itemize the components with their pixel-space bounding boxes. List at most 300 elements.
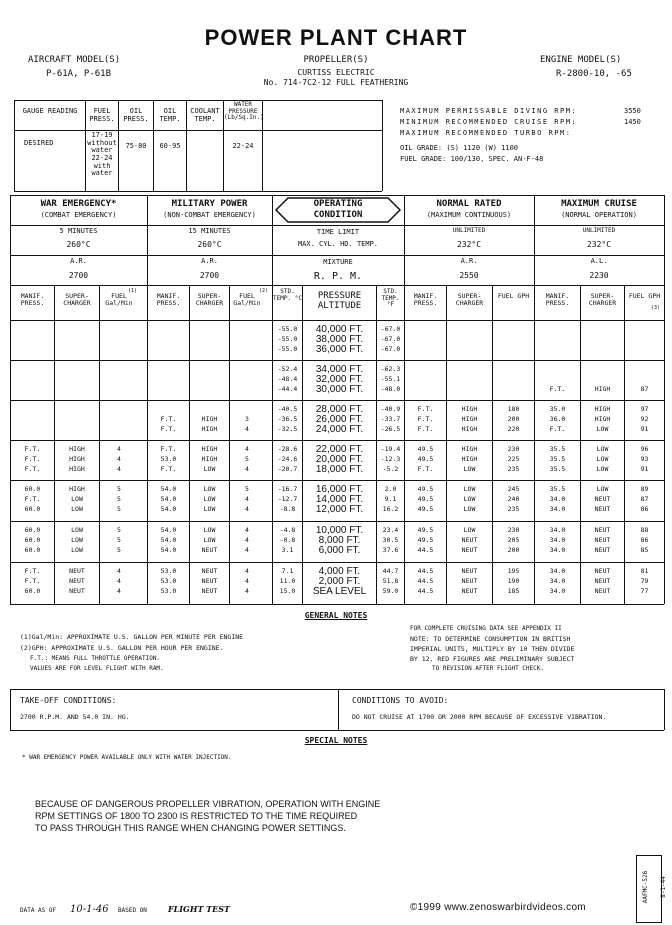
norm-cell: NEUT — [461, 546, 478, 554]
note-british-2: IMPERIAL UNITS, MULTIPLY BY 10 THEN DIVIDE — [410, 645, 575, 653]
engine-value: R-2800-10, -65 — [556, 69, 632, 79]
cruise-cell: 93 — [640, 455, 649, 463]
pressure-altitude-cell: 12,000 FT. — [315, 504, 364, 515]
war-emergency-title: WAR EMERGENCY* — [40, 199, 117, 209]
norm-cell: NEUT — [461, 567, 478, 575]
mil-manif-header: MANIF. PRESS. — [156, 292, 181, 308]
cruise-cell: LOW — [596, 445, 609, 453]
cruise-mixture: A.L. — [590, 257, 608, 265]
norm-cell: 230 — [507, 445, 520, 453]
norm-fuel-header: FUEL GPH — [497, 292, 530, 300]
norm-cell: 180 — [507, 405, 520, 413]
cruise-cell: 34.0 — [549, 536, 566, 544]
takeoff-text: 2700 R.P.M. AND 54.0 IN. HG. — [20, 713, 130, 721]
std-temp-c-cell: -0.8 — [279, 536, 296, 544]
cruise-cell: 97 — [640, 405, 649, 413]
std-temp-c-cell: -40.5 — [277, 405, 298, 413]
std-temp-c-cell: -16.7 — [277, 485, 298, 493]
std-temp-c-cell: -4.8 — [279, 526, 296, 534]
std-temp-c-cell: -20.7 — [277, 465, 298, 473]
propeller-label: PROPELLER(S) — [303, 55, 369, 65]
cruise-cell: LOW — [596, 465, 609, 473]
norm-cell: 44.5 — [417, 577, 434, 585]
cruise-cell: 81 — [640, 567, 649, 575]
mil-cell: LOW — [203, 536, 216, 544]
norm-cell: 225 — [507, 455, 520, 463]
mil-cell: 53.0 — [160, 567, 177, 575]
war-cell: 60.0 — [24, 526, 41, 534]
mil-cell: 4 — [245, 587, 249, 595]
note-gph: (2)GPH: APPROXIMATE U.S. GALLON PER HOUR PER ENGINE. — [20, 644, 224, 652]
war-cell: NEUT — [69, 577, 85, 585]
military-rpm: 2700 — [199, 271, 220, 280]
norm-cell: HIGH — [461, 425, 478, 433]
war-cell: 4 — [117, 587, 121, 595]
std-temp-f-cell: 30.5 — [382, 536, 399, 544]
war-cell: 60.0 — [24, 485, 41, 493]
war-cell: 5 — [117, 546, 121, 554]
mil-cell: 54.0 — [160, 485, 177, 493]
std-temp-c-cell: -32.5 — [277, 425, 298, 433]
war-cell: 4 — [117, 577, 121, 585]
cruise-cell: 34.0 — [549, 577, 566, 585]
std-temp-f-cell: 16.2 — [382, 505, 399, 513]
pressure-altitude-cell: 10,000 FT. — [315, 525, 364, 536]
cruise-cell: 88 — [640, 526, 649, 534]
mil-cell: 4 — [245, 505, 249, 513]
cruise-cell: 34.0 — [549, 505, 566, 513]
mil-cell: 54.0 — [160, 536, 177, 544]
mil-cell: 4 — [245, 465, 249, 473]
pressure-altitude-cell: 6,000 FT. — [318, 545, 361, 556]
war-cell: 60.0 — [24, 546, 41, 554]
mil-cell: 4 — [245, 577, 249, 585]
note-british-4: TO REVISION AFTER FLIGHT CHECK. — [432, 665, 544, 672]
norm-cell: 235 — [507, 465, 520, 473]
normal-rated-title: NORMAL RATED — [436, 199, 502, 209]
mil-cell: 4 — [245, 425, 249, 433]
pressure-altitude-cell: 28,000 FT. — [315, 404, 364, 415]
limit-diving: MAXIMUM PERMISSABLE DIVING RPM: — [400, 107, 578, 115]
std-temp-f-header: STD. TEMP. °F — [381, 288, 400, 309]
form-stamp — [636, 855, 667, 923]
norm-cell: 49.5 — [417, 445, 434, 453]
war-cell: 4 — [117, 567, 121, 575]
norm-cell: HIGH — [461, 445, 478, 453]
war-fuel-header: FUEL Gal/Min — [105, 292, 133, 308]
norm-cell: 49.5 — [417, 495, 434, 503]
mil-cell: 4 — [245, 546, 249, 554]
limit-turbo: MAXIMUM RECOMMENDED TURBO RPM: — [400, 129, 572, 137]
note-gal-min: (1)Gal/Min: APPROXIMATE U.S. GALLON PER MINUTE PER ENGINE — [20, 633, 244, 641]
war-cell: F.T. — [24, 455, 41, 463]
war-cell: LOW — [71, 536, 83, 544]
std-temp-c-cell: -55.0 — [277, 345, 298, 353]
mil-cell: 5 — [245, 485, 249, 493]
stamp-form-number: AAFMC-526 — [642, 870, 649, 904]
war-temp: 260°C — [66, 240, 91, 249]
mil-cell: 5 — [245, 455, 249, 463]
limit-cruise: MINIMUM RECOMMENDED CRUISE RPM: — [400, 118, 578, 126]
cruise-cell: HIGH — [594, 405, 611, 413]
cruise-cell: 34.0 — [549, 587, 566, 595]
pressure-altitude-cell: 32,000 FT. — [315, 374, 364, 385]
std-temp-c-cell: 7.1 — [281, 567, 294, 575]
pressure-altitude-cell: 8,000 FT. — [318, 535, 361, 546]
std-temp-f-cell: -5.2 — [382, 465, 399, 473]
norm-cell: LOW — [463, 465, 476, 473]
gauge-water-press: 22-24 — [232, 142, 254, 150]
special-note-water: * WAR EMERGENCY POWER AVAILABLE ONLY WITH WATER INJECTION. — [22, 754, 232, 761]
cruise-cell: 35.5 — [549, 455, 566, 463]
pressure-altitude-cell: 40,000 FT. — [315, 324, 364, 335]
cruise-cell: 77 — [640, 587, 649, 595]
mil-cell: LOW — [203, 505, 216, 513]
cruise-super-header: SUPER-CHARGER — [588, 292, 617, 308]
pressure-altitude-cell: 16,000 FT. — [315, 484, 364, 495]
pressure-altitude-cell: 18,000 FT. — [315, 464, 364, 475]
norm-cell: 200 — [507, 415, 520, 423]
norm-cell: 205 — [507, 536, 520, 544]
operating-rpm: R. P. M. — [313, 271, 363, 282]
operating-mixture: MIXTURE — [323, 258, 353, 266]
cruise-fuel-header: FUEL GPH — [628, 292, 661, 300]
war-rpm: 2700 — [68, 271, 89, 280]
war-fuel-note: (1) — [128, 288, 138, 294]
std-temp-c-cell: -44.4 — [277, 385, 298, 393]
std-temp-f-cell: 51.8 — [382, 577, 399, 585]
pressure-altitude-cell: 30,000 FT. — [315, 384, 364, 395]
norm-cell: LOW — [463, 495, 476, 503]
war-cell: 5 — [117, 505, 121, 513]
norm-cell: F.T. — [417, 405, 434, 413]
cruise-cell: NEUT — [594, 505, 611, 513]
war-cell: HIGH — [69, 455, 85, 463]
normal-temp: 232°C — [456, 240, 482, 249]
cruise-cell: LOW — [596, 425, 609, 433]
aircraft-label: AIRCRAFT MODEL(S) — [28, 55, 121, 65]
norm-cell: 44.5 — [417, 587, 434, 595]
std-temp-c-cell: 11.0 — [279, 577, 296, 585]
norm-cell: NEUT — [461, 587, 478, 595]
gauge-header-oil-press: OIL PRESS. — [123, 107, 149, 123]
cruise-cell: 87 — [640, 495, 649, 503]
std-temp-f-cell: 23.4 — [382, 526, 399, 534]
pressure-altitude-cell: 34,000 FT. — [315, 364, 364, 375]
pressure-altitude-cell: 26,000 FT. — [315, 414, 364, 425]
std-temp-c-cell: -55.0 — [277, 335, 298, 343]
note-appendix: FOR COMPLETE CRUISING DATA SEE APPENDIX II — [410, 625, 562, 632]
std-temp-f-cell: -33.7 — [380, 415, 401, 423]
war-cell: 5 — [117, 495, 121, 503]
norm-cell: 190 — [507, 577, 520, 585]
war-cell: 5 — [117, 485, 121, 493]
gauge-header-coolant: COOLANT TEMP. — [190, 107, 220, 123]
std-temp-f-cell: 37.6 — [382, 546, 399, 554]
war-cell: HIGH — [69, 445, 85, 453]
gauge-oil-press: 75-80 — [125, 142, 147, 150]
mil-cell: 4 — [245, 445, 249, 453]
norm-cell: 235 — [507, 505, 520, 513]
std-temp-f-cell: -67.0 — [380, 335, 401, 343]
military-mixture: A.R. — [201, 257, 218, 265]
norm-cell: 230 — [507, 526, 520, 534]
std-temp-c-cell: -8.8 — [279, 505, 296, 513]
std-temp-c-header: STD. TEMP. °C — [273, 288, 302, 302]
pressure-altitude-cell: 20,000 FT. — [315, 454, 364, 465]
norm-cell: 49.5 — [417, 526, 434, 534]
gauge-header-fuel: FUEL PRESS. — [89, 107, 115, 123]
mil-cell: HIGH — [201, 455, 218, 463]
std-temp-f-cell: 2.0 — [384, 485, 397, 493]
mil-cell: 4 — [245, 526, 249, 534]
data-date: 10-1-46 — [70, 904, 109, 915]
pressure-altitude-cell: 4,000 FT. — [318, 566, 361, 577]
std-temp-f-cell: 9.1 — [384, 495, 397, 503]
std-temp-f-cell: 59.0 — [382, 587, 399, 595]
normal-rpm: 2550 — [459, 271, 479, 280]
std-temp-c-cell: -28.6 — [277, 445, 298, 453]
data-as-of-label: DATA AS OF — [20, 907, 57, 914]
operating-title-2: CONDITION — [313, 210, 363, 220]
cruise-cell: 96 — [640, 445, 649, 453]
mil-cell: LOW — [203, 465, 216, 473]
cruise-cell: 36.0 — [549, 415, 566, 423]
avoid-title: CONDITIONS TO AVOID: — [352, 696, 449, 705]
norm-cell: 220 — [507, 425, 520, 433]
mil-cell: 53.0 — [160, 455, 177, 463]
mil-cell: 53.0 — [160, 577, 177, 585]
special-notes-title: SPECIAL NOTES — [304, 736, 368, 745]
cruise-cell: 79 — [640, 577, 649, 585]
cruise-rpm: 2230 — [589, 271, 609, 280]
cruise-cell: NEUT — [594, 567, 611, 575]
war-manif-header: MANIF. PRESS. — [20, 292, 45, 308]
war-cell: LOW — [71, 526, 83, 534]
mil-fuel-header: FUEL Gal/Min — [233, 292, 261, 308]
mil-cell: LOW — [203, 485, 216, 493]
max-cruise-title: MAXIMUM CRUISE — [561, 199, 637, 209]
war-cell: F.T. — [24, 567, 41, 575]
war-cell: NEUT — [69, 587, 85, 595]
norm-cell: 200 — [507, 546, 520, 554]
std-temp-f-cell: -40.9 — [380, 405, 401, 413]
mil-cell: F.T. — [160, 415, 177, 423]
gauge-row-label: DESIRED — [24, 139, 54, 147]
cruise-cell: 89 — [640, 485, 649, 493]
stamp-form-date: 8-1-44 — [660, 876, 667, 898]
war-emergency-sub: (COMBAT EMERGENCY) — [40, 211, 117, 219]
mil-cell: NEUT — [201, 546, 218, 554]
norm-cell: 44.5 — [417, 546, 434, 554]
cruise-cell: 92 — [640, 415, 649, 423]
cruise-cell: NEUT — [594, 536, 611, 544]
std-temp-f-cell: -48.0 — [380, 385, 401, 393]
norm-cell: F.T. — [417, 425, 434, 433]
gauge-header-water: WATER PRESSURE (Lb/Sq.In.) — [224, 101, 264, 122]
cruise-cell: NEUT — [594, 495, 611, 503]
std-temp-f-cell: -19.4 — [380, 445, 401, 453]
takeoff-title: TAKE-OFF CONDITIONS: — [20, 696, 117, 705]
std-temp-f-cell: -55.1 — [380, 375, 401, 383]
std-temp-c-cell: -12.7 — [277, 495, 298, 503]
war-cell: HIGH — [69, 485, 85, 493]
war-time: 5 MINUTES — [59, 227, 98, 235]
norm-cell: 49.5 — [417, 455, 434, 463]
pressure-altitude-cell: 24,000 FT. — [315, 424, 364, 435]
cruise-cell: HIGH — [594, 385, 611, 393]
mil-cell: NEUT — [201, 587, 218, 595]
std-temp-c-cell: -36.5 — [277, 415, 298, 423]
pressure-altitude-cell: 22,000 FT. — [315, 444, 364, 455]
norm-cell: HIGH — [461, 415, 478, 423]
mil-cell: 4 — [245, 536, 249, 544]
propeller-line1: CURTISS ELECTRIC — [297, 68, 375, 77]
cruise-time: UNLIMITED — [582, 227, 616, 234]
cruise-cell: HIGH — [594, 415, 611, 423]
std-temp-c-cell: 3.1 — [281, 546, 294, 554]
norm-cell: HIGH — [461, 405, 478, 413]
note-british-1: NOTE: TO DETERMINE CONSUMPTION IN BRITISH — [410, 635, 571, 643]
norm-super-header: SUPER-CHARGER — [455, 292, 484, 308]
cruise-cell: F.T. — [549, 385, 566, 393]
limit-diving-value: 3550 — [624, 107, 641, 115]
mil-cell: 4 — [245, 495, 249, 503]
norm-cell: 245 — [507, 485, 520, 493]
norm-cell: 240 — [507, 495, 520, 503]
cruise-cell: 34.0 — [549, 567, 566, 575]
based-on-value: FLIGHT TEST — [168, 904, 230, 914]
norm-cell: 49.5 — [417, 485, 434, 493]
norm-cell: 49.5 — [417, 536, 434, 544]
note-ram: VALUES ARE FOR LEVEL FLIGHT WITH RAM. — [30, 665, 164, 672]
mil-cell: F.T. — [160, 445, 177, 453]
operating-title-1: OPERATING — [313, 199, 363, 209]
normal-mixture: A.R. — [460, 257, 478, 265]
military-time: 15 MINUTES — [188, 227, 231, 235]
military-power-title: MILITARY POWER — [171, 199, 248, 209]
norm-cell: 195 — [507, 567, 520, 575]
war-cell: F.T. — [24, 577, 41, 585]
mil-cell: 54.0 — [160, 505, 177, 513]
cruise-cell: NEUT — [594, 526, 611, 534]
std-temp-f-cell: -67.0 — [380, 345, 401, 353]
war-cell: F.T. — [24, 465, 41, 473]
cruise-cell: LOW — [596, 455, 609, 463]
mil-cell: HIGH — [201, 415, 218, 423]
copyright: ©1999 www.zenoswarbirdvideos.com — [410, 902, 586, 913]
gauge-header-reading: GAUGE READING — [22, 107, 78, 115]
cruise-cell: 86 — [640, 505, 649, 513]
mil-cell: HIGH — [201, 425, 218, 433]
norm-cell: LOW — [463, 505, 476, 513]
cruise-cell: 35.5 — [549, 465, 566, 473]
cruise-cell: F.T. — [549, 425, 566, 433]
cruise-cell: 91 — [640, 465, 649, 473]
norm-cell: 49.5 — [417, 505, 434, 513]
mil-cell: 54.0 — [160, 526, 177, 534]
gauge-oil-temp: 60-95 — [159, 142, 181, 150]
war-cell: 5 — [117, 526, 121, 534]
oil-grade: OIL GRADE: (S) 1120 (W) 1100 — [400, 144, 519, 152]
note-british-3: BY 12. RED FIGURES ARE PRELIMINARY SUBJECT — [410, 655, 575, 663]
pressure-altitude-cell: 2,000 FT. — [318, 576, 361, 587]
war-super-header: SUPER-CHARGER — [63, 292, 91, 308]
cruise-cell: 85 — [640, 546, 649, 554]
mil-cell: NEUT — [201, 567, 218, 575]
operating-time: TIME LIMIT — [316, 228, 360, 236]
norm-manif-header: MANIF. PRESS. — [413, 292, 438, 308]
war-cell: 60.0 — [24, 505, 41, 513]
war-cell: 60.0 — [24, 536, 41, 544]
pressure-altitude-cell: 36,000 FT. — [315, 344, 364, 355]
cruise-temp: 232°C — [586, 240, 612, 249]
std-temp-f-cell: -67.0 — [380, 325, 401, 333]
std-temp-f-cell: -26.5 — [380, 425, 401, 433]
war-cell: LOW — [71, 546, 83, 554]
war-cell: LOW — [71, 505, 83, 513]
vibration-warning-3: TO PASS THROUGH THIS RANGE WHEN CHANGING POWER SETTINGS. — [35, 823, 346, 833]
mil-cell: 54.0 — [160, 495, 177, 503]
mil-cell: 3 — [245, 415, 249, 423]
norm-cell: F.T. — [417, 415, 434, 423]
cruise-cell: 34.0 — [549, 495, 566, 503]
vibration-warning-2: RPM SETTINGS OF 1800 TO 2300 IS RESTRICTED TO THE TIME REQUIRED — [35, 811, 358, 821]
military-power-sub: (NON-COMBAT EMERGENCY) — [163, 211, 256, 219]
propeller-line2: No. 714-7C2-12 FULL FEATHERING — [263, 78, 409, 87]
mil-cell: NEUT — [201, 577, 218, 585]
cruise-cell: 86 — [640, 536, 649, 544]
max-cruise-sub: (NORMAL OPERATION) — [561, 211, 637, 219]
norm-cell: NEUT — [461, 577, 478, 585]
pressure-altitude-cell: 14,000 FT. — [315, 494, 364, 505]
cruise-cell: 34.0 — [549, 546, 566, 554]
mil-cell: 54.0 — [160, 546, 177, 554]
normal-rated-sub: (MAXIMUM CONTINUOUS) — [426, 211, 512, 219]
cruise-cell: NEUT — [594, 577, 611, 585]
norm-cell: 185 — [507, 587, 520, 595]
operating-temp: MAX. CYL. HD. TEMP. — [297, 240, 379, 248]
cruise-cell: NEUT — [594, 546, 611, 554]
engine-label: ENGINE MODEL(S) — [540, 55, 622, 65]
based-on-label: BASED ON — [118, 907, 147, 914]
std-temp-c-cell: -24.6 — [277, 455, 298, 463]
mil-cell: HIGH — [201, 445, 218, 453]
mil-fuel-note: (2) — [259, 288, 269, 294]
page-title: POWER PLANT CHART — [204, 25, 468, 50]
war-cell: 4 — [117, 445, 121, 453]
cruise-cell: 91 — [640, 425, 649, 433]
std-temp-c-cell: -48.4 — [277, 375, 298, 383]
norm-cell: F.T. — [417, 465, 434, 473]
std-temp-c-cell: -55.0 — [277, 325, 298, 333]
war-mixture: A.R. — [70, 257, 87, 265]
cruise-cell: 34.0 — [549, 526, 566, 534]
war-cell: HIGH — [69, 465, 85, 473]
war-cell: F.T. — [24, 495, 41, 503]
mil-cell: 53.0 — [160, 587, 177, 595]
mil-super-header: SUPER-CHARGER — [195, 292, 224, 308]
note-ft: F.T.: MEANS FULL THROTTLE OPERATION. — [30, 655, 161, 662]
cruise-fuel-note: (3) — [651, 305, 661, 311]
mil-cell: LOW — [203, 526, 216, 534]
gauge-header-oil-temp: OIL TEMP. — [159, 107, 181, 123]
avoid-text: DO NOT CRUISE AT 1700 OR 2000 RPM BECAUSE OF EXCESSIVE VIBRATION. — [352, 713, 607, 721]
mil-cell: LOW — [203, 495, 216, 503]
mil-cell: 4 — [245, 567, 249, 575]
mil-cell: F.T. — [160, 425, 177, 433]
fuel-grade: FUEL GRADE: 100/130, SPEC. AN-F-48 — [400, 155, 544, 163]
